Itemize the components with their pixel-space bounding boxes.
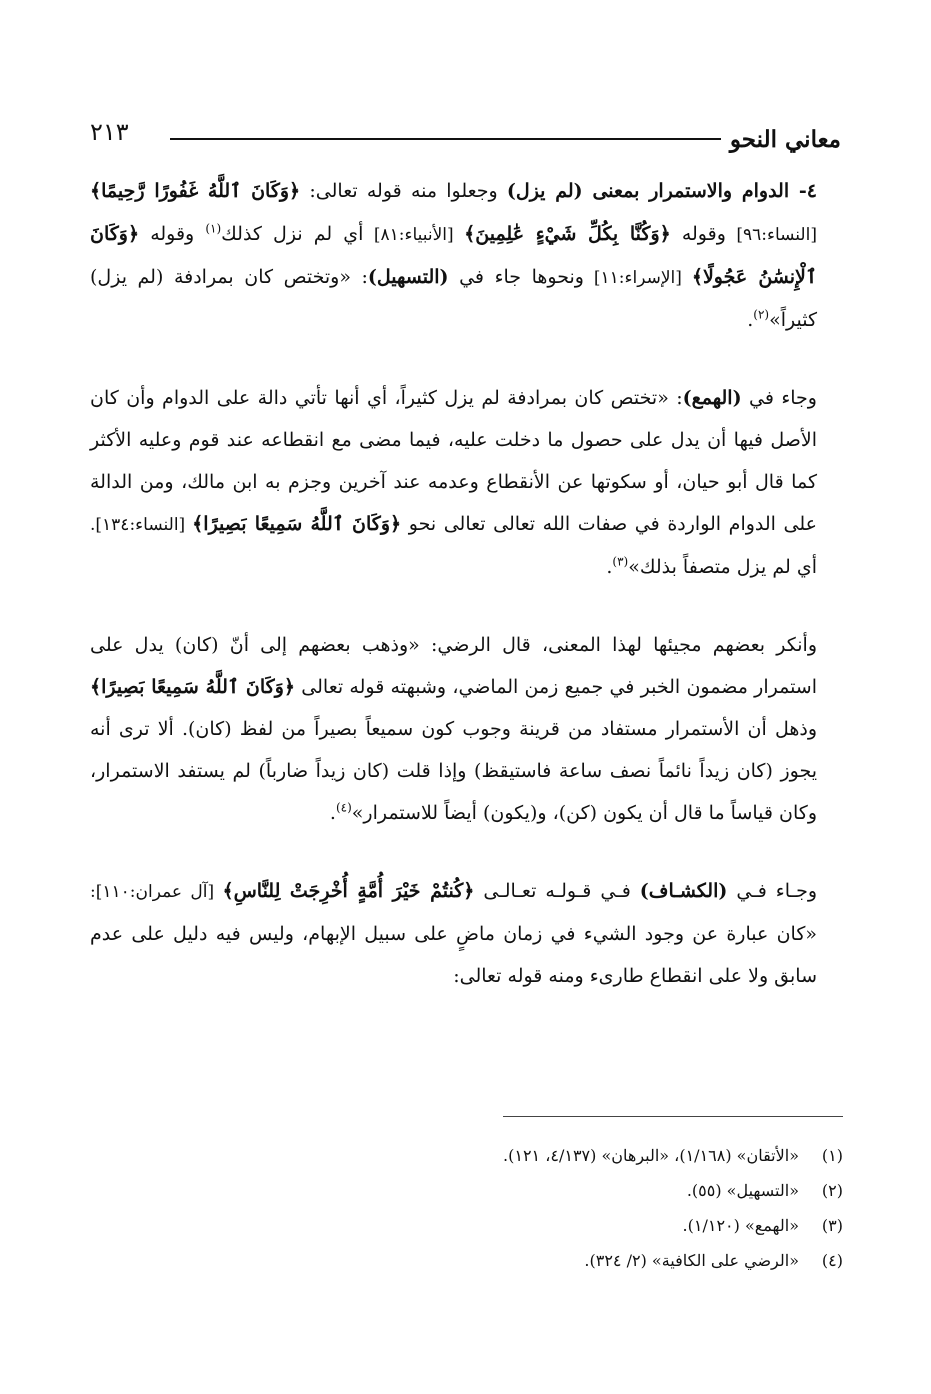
text-span: وجـاء فـي — [727, 880, 817, 902]
footnote-text: «الهمع» (١/١٢٠). — [682, 1216, 799, 1235]
quran-verse: ﴿كُنتُمْ خَيْرَ أُمَّةٍ أُخْرِجَتْ لِلنَّاسِ﴾ — [222, 880, 475, 902]
text-span: . — [747, 309, 754, 331]
footnote-marker: (١) — [205, 221, 222, 236]
text-span: وقوله — [139, 223, 206, 245]
text-span: وأنكر بعضهم مجيئها لهذا المعنى، قال الرضي: «وذهب بعضهم إلى أنّ (كان) يدل على استمرار مضمون الخبر في جميع زمن الماضي، وشبهته قوله تعالى — [90, 634, 817, 698]
text-span: وقوله — [670, 223, 726, 245]
footnote-marker: (٢) — [753, 307, 770, 322]
text-span: . — [606, 556, 613, 578]
source-title: (الهمع) — [682, 387, 742, 409]
quran-verse: ﴿وَكُنَّا بِكُلِّ شَيْءٍ عَٰلِمِينَ﴾ — [464, 223, 671, 245]
page-number: ٢١٣ — [90, 118, 129, 146]
text-span: وجعلوا منه قوله تعالى: — [300, 180, 507, 202]
footnote-number: (١) — [821, 1146, 843, 1165]
paragraph-2 — [90, 377, 843, 588]
text-span: وذهل أن الأستمرار مستفاد من قرينة وجوب كون سميعاً بصيراً من لفظ (كان). ألا ترى أنه يجوز (كان زيداً نائماً نصف ساعة فاستيقظ) وإذا قلت (كان زيداً ضارباً) لم يستفد الاستمرار، وكان قياساً ما قال أن يكون (كن)، و(يكون) أيضاً للاستمرار» — [90, 718, 817, 824]
footnote-text: «الأتقان» (١/١٦٨)، «البرهان» (٤/١٣٧، ١٢١). — [503, 1146, 799, 1165]
quran-verse: ﴿وَكَانَ ٱللَّهُ سَمِيعًا بَصِيرًا﴾ — [90, 676, 296, 698]
text-span: أي لم نزل كذلك — [221, 223, 364, 245]
text-span: : «تختص كان بمرادفة لم يزل كثيراً، أي أنها تأتي دالة على الدوام وأن كان الأصل فيها أن يدل على حصول ما دخلت عليه، فيما مضى مع انقطاعه عند قوم وعليه الأكثر كما قال أبو حيان، أو سكوتها عن الأنقطاع وعدمه عند آخرين وجزم به ابن مالك، ومن الدالة على الدوام الواردة في صفات الله تعالى تعالى نحو — [90, 387, 817, 535]
text-span: . — [329, 802, 336, 824]
verse-reference: [النساء:١٣٤]. — [90, 515, 193, 535]
text-span: أي لم يزل متصفاً بذلك» — [628, 556, 817, 578]
footnote-number: (٤) — [821, 1251, 843, 1270]
footnote — [90, 1138, 843, 1173]
quran-verse: ﴿وَكَانَ ٱللَّهُ سَمِيعًا بَصِيرًا﴾ — [192, 513, 402, 535]
footnote-text: «التسهيل» (٥٥). — [686, 1181, 799, 1200]
verse-reference: [النساء:٩٦] — [725, 225, 817, 245]
source-title: (التسهيل) — [367, 266, 449, 288]
footnote-marker: (٤) — [335, 800, 352, 815]
verse-reference: [آل عمران:١١٠]: — [90, 882, 223, 902]
text-span: ونحوها جاء في — [448, 266, 584, 288]
text-span: : «وتختص كان بمرادفة (لم يزل) كثيراً» — [90, 266, 817, 331]
paragraph-4 — [90, 870, 843, 997]
verse-reference: [الأنبياء:٨١] — [363, 225, 465, 245]
footnote-separator — [503, 1116, 843, 1117]
footnote-number: (٣) — [821, 1216, 843, 1235]
quran-verse: ﴿وَكَانَ ٱللَّهُ غَفُورًا رَّحِيمًا﴾ — [90, 180, 301, 202]
page-header — [90, 112, 841, 162]
verse-reference: [الإسراء:١١] — [583, 268, 692, 288]
paragraph-3 — [90, 624, 843, 834]
footnote-number: (٢) — [821, 1181, 843, 1200]
footnote — [90, 1173, 843, 1208]
header-rule — [170, 138, 721, 140]
quran-verse: ﴿وَكَانَ ٱلْإِنسَٰنُ عَجُولًا﴾ — [90, 223, 818, 288]
book-title: معاني النحو — [729, 126, 841, 153]
footnotes — [90, 1138, 843, 1278]
text-span: «كان عبارة عن وجود الشيء في زمان ماضٍ على سبيل الإبهام، وليس فيه دليل على عدم سابق ولا على انقطاع طارىء ومنه قوله تعالى: — [90, 923, 817, 987]
section-heading: ٤- الدوام والاستمرار بمعنى (لم يزل) — [506, 180, 817, 202]
text-span: وجاء في — [741, 387, 817, 409]
text-span: فـي قـولـه تعـالـى — [474, 880, 640, 902]
footnote-text: «الرضي على الكافية» (٢/ ٣٢٤). — [584, 1251, 799, 1270]
footnote — [90, 1243, 843, 1278]
main-text — [90, 170, 843, 997]
footnote-marker: (٣) — [612, 554, 629, 569]
paragraph-1 — [90, 170, 843, 341]
source-title: (الكشـاف) — [639, 880, 728, 902]
footnote — [90, 1208, 843, 1243]
